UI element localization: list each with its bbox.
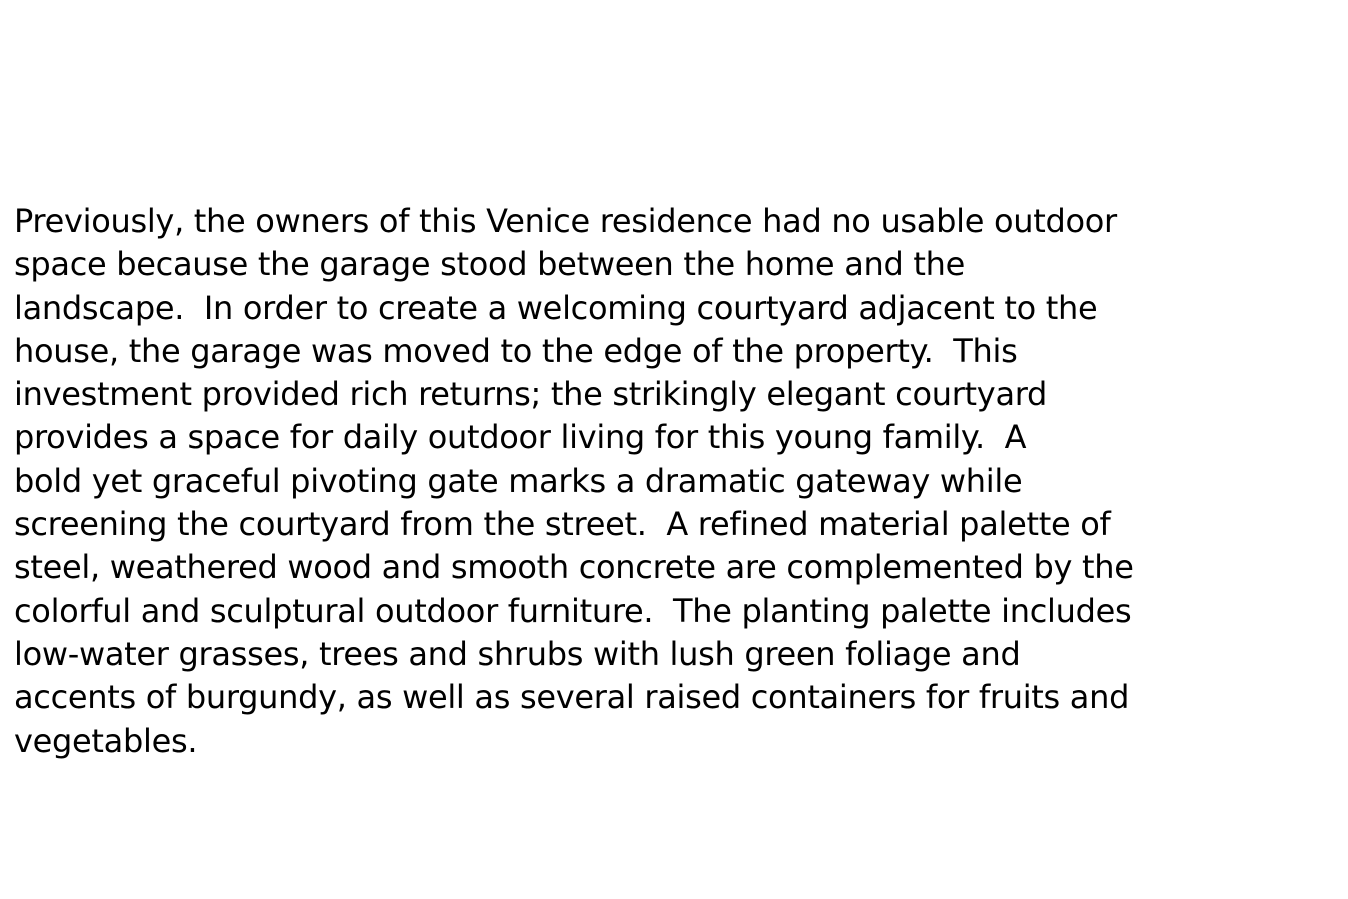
project-description — [14, 200, 1214, 763]
text-line: space because the garage stood between the home and the — [14, 245, 965, 284]
text-line: steel, weathered wood and smooth concrete are complemented by the — [14, 548, 1134, 587]
text-line: colorful and sculptural outdoor furniture. The planting palette includes — [14, 591, 1132, 630]
text-line: Previously, the owners of this Venice residence had no usable outdoor — [14, 202, 1117, 240]
text-line: provides a space for daily outdoor living for this young family. A — [14, 418, 1027, 457]
text-line: investment provided rich returns; the strikingly elegant courtyard — [14, 375, 1048, 414]
text-line: landscape. In order to create a welcoming courtyard adjacent to the — [14, 288, 1098, 327]
text-line: vegetables. — [14, 721, 198, 760]
text-line: screening the courtyard from the street. A refined material palette of — [14, 505, 1111, 544]
text-line: house, the garage was moved to the edge of the property. This — [14, 331, 1018, 370]
text-line: accents of burgundy, as well as several raised containers for fruits and — [14, 678, 1130, 717]
text-line: bold yet graceful pivoting gate marks a dramatic gateway while — [14, 461, 1023, 500]
text-line: low-water grasses, trees and shrubs with lush green foliage and — [14, 634, 1021, 673]
